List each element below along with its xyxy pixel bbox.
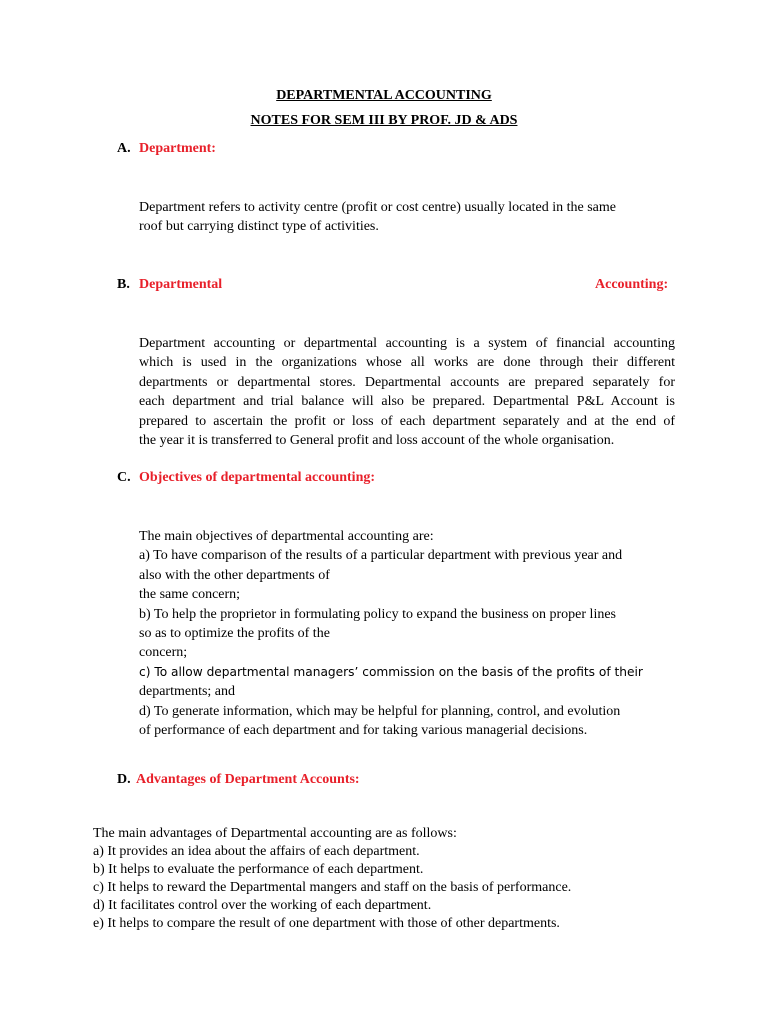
- section-b-title-right: Accounting:: [595, 277, 669, 292]
- paragraph-line: the year it is transferred to General profit and loss account of the whole organisation.: [139, 433, 615, 449]
- section-a-paragraph: [139, 198, 675, 237]
- paragraph-line: so as to optimize the profits of the: [139, 626, 330, 642]
- document-title: DEPARTMENTAL ACCOUNTING: [276, 88, 492, 103]
- section-d-heading: [117, 772, 360, 788]
- paragraph-line: The main advantages of Departmental accounting are as follows:: [93, 826, 457, 841]
- paragraph-line: concern;: [139, 645, 188, 661]
- paragraph-line: b) It helps to evaluate the performance of each department.: [93, 862, 424, 877]
- paragraph-line: of performance of each department and for taking various managerial decisions.: [139, 723, 588, 739]
- paragraph-line: which is used in the organizations whose all works are done through their different: [139, 355, 675, 371]
- paragraph-line: also with the other departments of: [139, 567, 330, 583]
- section-c-letter: C.: [117, 470, 131, 485]
- section-b-title-left: Departmental: [139, 277, 223, 292]
- paragraph-line: d) It facilitates control over the working of each department.: [93, 898, 432, 913]
- section-c-paragraph: [139, 527, 675, 740]
- paragraph-line: e) It helps to compare the result of one department with those of other departments.: [93, 916, 560, 931]
- section-a-letter: A.: [117, 141, 131, 156]
- section-a-title: Department:: [139, 141, 216, 156]
- paragraph-line: c) To allow departmental managers’ commission on the basis of the profits of their: [139, 664, 643, 679]
- section-d-letter: D.: [117, 772, 131, 787]
- paragraph-line: Department refers to activity centre (profit or cost centre) usually located in the same: [139, 200, 616, 215]
- paragraph-line: departments or departmental stores. Departmental accounts are prepared separately for: [139, 374, 675, 390]
- section-b-letter: B.: [117, 277, 130, 292]
- paragraph-line: roof but carrying distinct type of activities.: [139, 219, 379, 235]
- paragraph-line: each department and trial balance will also be prepared. Departmental P&L Account is: [139, 394, 675, 410]
- paragraph-line: a) To have comparison of the results of a particular department with previous year and: [139, 548, 623, 564]
- section-d-paragraph: [93, 825, 693, 933]
- paragraph-line: d) To generate information, which may be helpful for planning, control, and evolution: [139, 703, 621, 719]
- section-c-title: Objectives of departmental accounting:: [139, 470, 376, 485]
- paragraph-line: prepared to ascertain the profit or loss of each department separately and at the end of: [139, 413, 675, 429]
- paragraph-line: the same concern;: [139, 587, 241, 603]
- section-c-heading: [117, 470, 375, 486]
- section-d-title: Advantages of Department Accounts:: [136, 772, 360, 787]
- paragraph-line: c) It helps to reward the Departmental mangers and staff on the basis of performance.: [93, 880, 572, 895]
- paragraph-line: Department accounting or departmental accounting is a system of financial accounting: [139, 336, 675, 351]
- paragraph-line: The main objectives of departmental accounting are:: [139, 529, 434, 544]
- document-subtitle: NOTES FOR SEM III BY PROF. JD & ADS: [250, 113, 518, 128]
- paragraph-line: b) To help the proprietor in formulating policy to expand the business on proper lines: [139, 606, 616, 622]
- section-b-paragraph: [139, 334, 675, 450]
- section-b-heading: [117, 277, 675, 293]
- paragraph-line: departments; and: [139, 684, 236, 700]
- paragraph-line: a) It provides an idea about the affairs of each department.: [93, 844, 420, 859]
- section-a-heading: [117, 141, 216, 157]
